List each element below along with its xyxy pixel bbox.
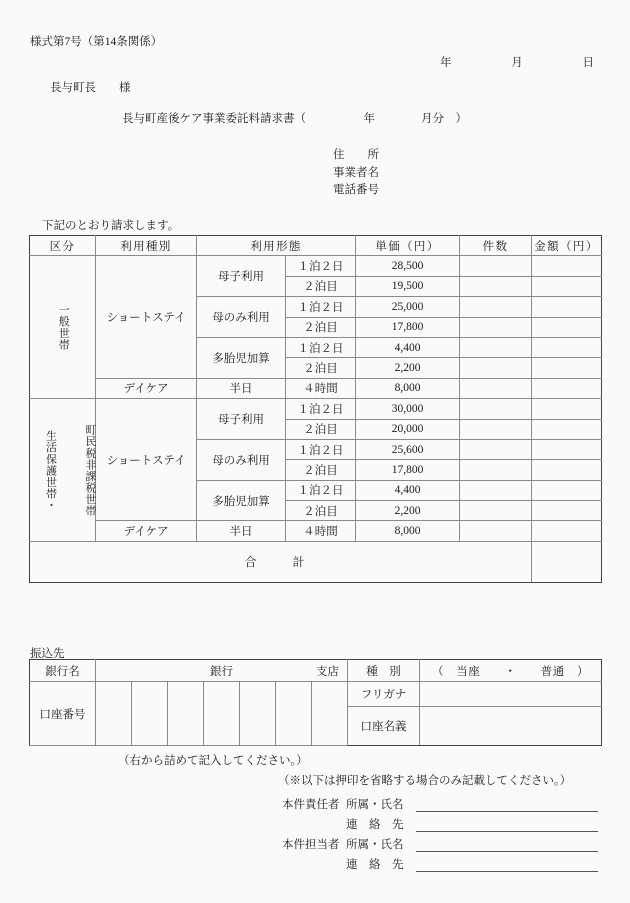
amount-input-cell[interactable] — [532, 460, 602, 480]
bank-section-heading: 振込先 — [30, 648, 65, 660]
unit-price-cell: 2,200 — [356, 358, 460, 378]
count-input-cell[interactable] — [460, 358, 532, 378]
account-kind-label: 種 別 — [348, 660, 420, 682]
account-number-label: 口座番号 — [30, 682, 96, 746]
bank-table — [29, 659, 602, 746]
usage-type-cell: 多胎児加算 — [197, 337, 286, 378]
usage-type-cell: 母のみ利用 — [197, 439, 286, 480]
date-line — [440, 54, 594, 70]
amount-input-cell[interactable] — [532, 276, 602, 296]
usage-form-cell: ２泊目 — [286, 317, 356, 337]
unit-price-cell: 30,000 — [356, 399, 460, 419]
count-input-cell[interactable] — [460, 521, 532, 541]
usage-type-cell: 母のみ利用 — [197, 297, 286, 338]
count-input-cell[interactable] — [460, 460, 532, 480]
table-row — [30, 256, 602, 276]
column-header-service: 利用種別 — [96, 236, 197, 256]
signature-role-label: 本件担当者 — [282, 839, 340, 851]
account-digit-cell[interactable] — [96, 682, 132, 746]
issuer-address-label: 住 所 — [333, 149, 379, 161]
count-input-cell[interactable] — [460, 256, 532, 276]
total-label: 合 計 — [30, 541, 532, 582]
unit-price-cell: 25,600 — [356, 439, 460, 459]
date-day-label: 日 — [582, 57, 594, 69]
count-input-cell[interactable] — [460, 337, 532, 357]
unit-price-cell: 28,500 — [356, 256, 460, 276]
usage-form-cell: １泊２日 — [286, 439, 356, 459]
usage-form-cell: １泊２日 — [286, 480, 356, 500]
fee-table-body — [30, 256, 602, 582]
account-holder-label: 口座名義 — [348, 707, 420, 746]
count-input-cell[interactable] — [460, 399, 532, 419]
usage-form-cell: １泊２日 — [286, 337, 356, 357]
usage-form-cell: ２泊目 — [286, 501, 356, 521]
branch-suffix-label: 支店 — [316, 665, 340, 678]
count-input-cell[interactable] — [460, 439, 532, 459]
amount-input-cell[interactable] — [532, 297, 602, 317]
total-row — [30, 541, 602, 582]
usage-form-cell: ２泊目 — [286, 460, 356, 480]
usage-form-cell: １泊２日 — [286, 297, 356, 317]
count-input-cell[interactable] — [460, 501, 532, 521]
usage-form-cell: ４時間 — [286, 378, 356, 398]
account-digit-cell[interactable] — [276, 682, 312, 746]
signature-field-label: 連 絡 先 — [346, 859, 404, 871]
usage-form-cell: ２泊目 — [286, 358, 356, 378]
bank-name-input[interactable] — [96, 660, 348, 682]
unit-price-cell: 4,400 — [356, 337, 460, 357]
count-input-cell[interactable] — [460, 419, 532, 439]
amount-input-cell[interactable] — [532, 256, 602, 276]
usage-form-cell: ２泊目 — [286, 276, 356, 296]
table-row — [30, 521, 602, 541]
signature-field-label: 所属・氏名 — [346, 799, 404, 811]
amount-input-cell[interactable] — [532, 358, 602, 378]
usage-form-cell: １泊２日 — [286, 399, 356, 419]
table-row — [30, 378, 602, 398]
unit-price-cell: 2,200 — [356, 501, 460, 521]
service-type-cell: デイケア — [96, 378, 197, 398]
unit-price-cell: 8,000 — [356, 378, 460, 398]
column-header-usage-form: 利用形態 — [197, 236, 356, 256]
bank-suffix-label: 銀行 — [210, 665, 234, 678]
lead-in-text: 下記のとおり請求します。 — [42, 220, 180, 232]
signature-field-label: 連 絡 先 — [346, 819, 404, 831]
unit-price-cell: 17,800 — [356, 460, 460, 480]
total-amount-input-cell[interactable] — [532, 541, 602, 582]
category-label-line: 町民税非課税世帯 — [83, 423, 96, 517]
unit-price-cell: 17,800 — [356, 317, 460, 337]
usage-type-cell: 多胎児加算 — [197, 480, 286, 521]
amount-input-cell[interactable] — [532, 419, 602, 439]
count-input-cell[interactable] — [460, 480, 532, 500]
bank-name-row — [30, 660, 602, 682]
amount-input-cell[interactable] — [532, 378, 602, 398]
fee-table-header — [30, 236, 602, 256]
amount-input-cell[interactable] — [532, 501, 602, 521]
service-type-cell: ショートステイ — [96, 399, 197, 521]
amount-input-cell[interactable] — [532, 439, 602, 459]
table-row — [30, 399, 602, 419]
account-digit-cell[interactable] — [312, 682, 348, 746]
column-header-unit-price: 単価（円） — [356, 236, 460, 256]
account-digit-cell[interactable] — [240, 682, 276, 746]
signature-row — [282, 812, 598, 832]
account-digit-cell[interactable] — [132, 682, 168, 746]
signature-block — [282, 792, 598, 872]
issuer-phone-label: 電話番号 — [333, 184, 379, 196]
amount-input-cell[interactable] — [532, 317, 602, 337]
addressee: 長与町長 様 — [50, 82, 131, 94]
column-header-category: 区分 — [30, 236, 96, 256]
account-digit-cell[interactable] — [204, 682, 240, 746]
issuer-info-block — [333, 147, 379, 200]
usage-form-cell: １泊２日 — [286, 256, 356, 276]
issuer-business-name-label: 事業者名 — [333, 166, 379, 179]
usage-type-cell: 半日 — [197, 378, 286, 398]
furigana-input[interactable] — [420, 682, 602, 707]
signature-role-label: 本件責任者 — [282, 799, 340, 811]
unit-price-cell: 20,000 — [356, 419, 460, 439]
usage-type-cell: 半日 — [197, 521, 286, 541]
signature-write-line[interactable] — [416, 857, 598, 872]
count-input-cell[interactable] — [460, 317, 532, 337]
unit-price-cell: 4,400 — [356, 480, 460, 500]
bank-name-label: 銀行名 — [30, 660, 96, 682]
count-input-cell[interactable] — [460, 378, 532, 398]
category-cell — [30, 399, 96, 542]
usage-type-cell: 母子利用 — [197, 256, 286, 297]
count-input-cell[interactable] — [460, 276, 532, 296]
column-header-amount: 金額（円） — [532, 236, 602, 256]
account-digit-cell[interactable] — [168, 682, 204, 746]
unit-price-cell: 8,000 — [356, 521, 460, 541]
category-label-line: 一般世帯 — [57, 304, 70, 351]
account-number-row-1 — [30, 682, 602, 707]
signature-write-line[interactable] — [416, 817, 598, 832]
note-fill-from-right: （右から詰めて記入してください。） — [118, 755, 308, 767]
furigana-label: フリガナ — [348, 682, 420, 707]
usage-type-cell: 母子利用 — [197, 399, 286, 440]
date-year-label: 年 — [440, 57, 452, 69]
count-input-cell[interactable] — [460, 297, 532, 317]
column-header-count: 件数 — [460, 236, 532, 256]
amount-input-cell[interactable] — [532, 399, 602, 419]
account-kind-options[interactable]: （ 当座 ・ 普通 ） — [420, 660, 602, 682]
signature-field-label: 所属・氏名 — [346, 839, 404, 851]
signature-write-line[interactable] — [416, 797, 598, 812]
category-label-line: 生活保護世帯・ — [44, 429, 57, 511]
date-month-label: 月 — [511, 57, 523, 69]
document-title: 長与町産後ケア事業委託料請求書（ 年 月分 ） — [122, 113, 467, 125]
account-holder-input[interactable] — [420, 707, 602, 746]
table-header-row — [30, 236, 602, 256]
amount-input-cell[interactable] — [532, 337, 602, 357]
service-type-cell: ショートステイ — [96, 256, 197, 378]
amount-input-cell[interactable] — [532, 521, 602, 541]
usage-form-cell: ２泊目 — [286, 419, 356, 439]
category-cell — [30, 256, 96, 399]
unit-price-cell: 19,500 — [356, 276, 460, 296]
amount-input-cell[interactable] — [532, 480, 602, 500]
fee-table — [29, 235, 602, 583]
form-number: 様式第7号（第14条関係） — [30, 36, 163, 48]
signature-row — [282, 792, 598, 812]
signature-write-line[interactable] — [416, 837, 598, 852]
note-seal-omitted: （※以下は押印を省略する場合のみ記載してください。） — [278, 775, 572, 787]
unit-price-cell: 25,000 — [356, 297, 460, 317]
signature-row — [282, 852, 598, 872]
signature-row — [282, 832, 598, 852]
service-type-cell: デイケア — [96, 521, 197, 541]
usage-form-cell: ４時間 — [286, 521, 356, 541]
